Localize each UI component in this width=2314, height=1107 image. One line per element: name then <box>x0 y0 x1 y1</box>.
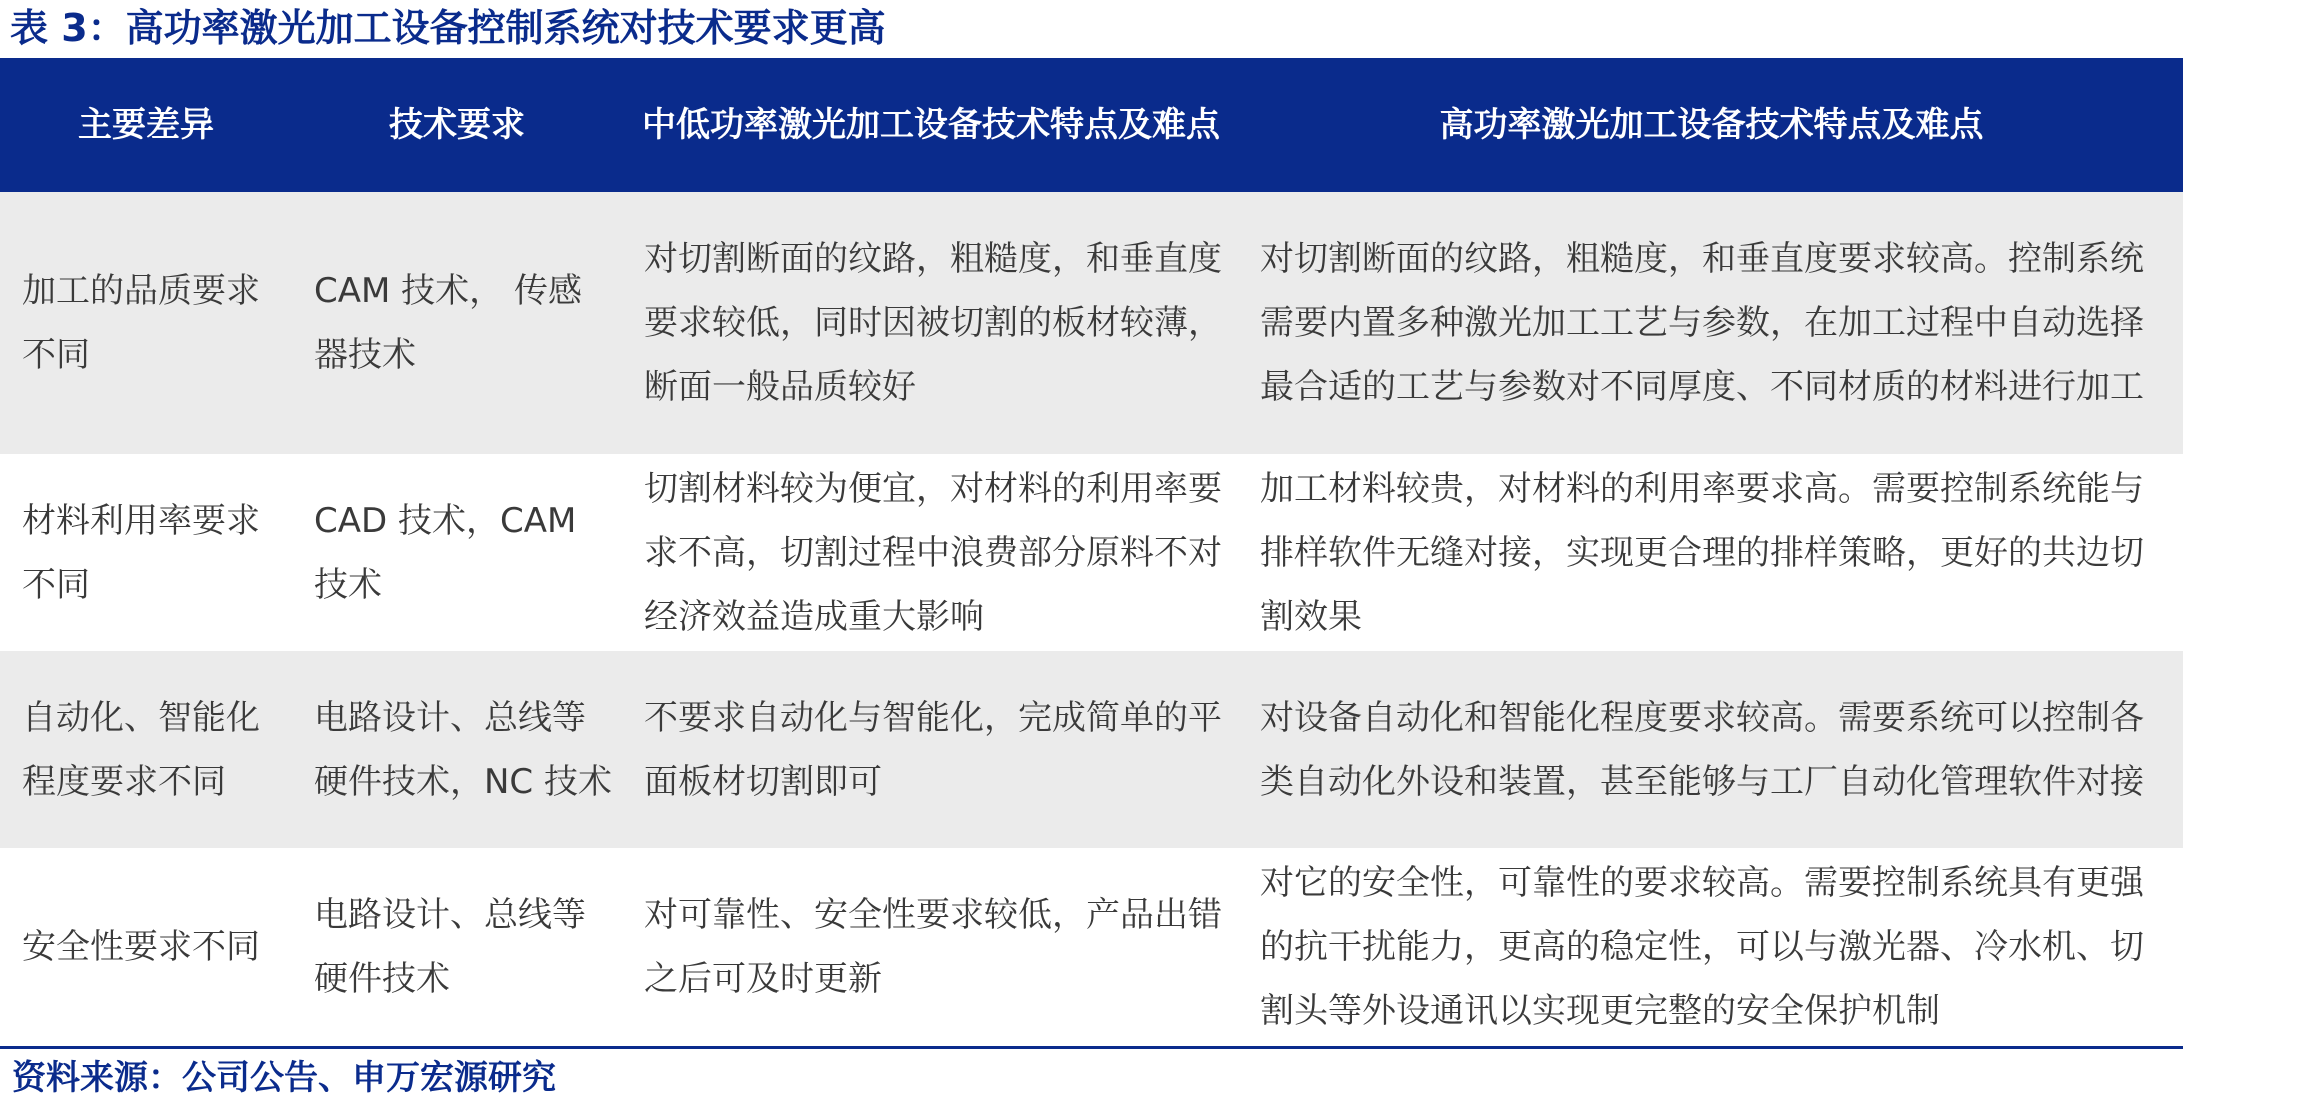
table-cell: 加工材料较贵，对材料的利用率要求高。需要控制系统能与排样软件无缝对接，实现更合理的排样策略，更好的共边切割效果 <box>1260 468 2144 637</box>
header-high-power-features: 高功率激光加工设备技术特点及难点 <box>1439 105 1984 145</box>
table-cell: 电路设计、总线等硬件技术，NC 技术 <box>314 697 612 802</box>
table-cell: 对可靠性、安全性要求较低，产品出错之后可及时更新 <box>644 895 1222 999</box>
table-cell: 对切割断面的纹路，粗糙度，和垂直度要求较高。控制系统需要内置多种激光加工工艺与参数，在加工过程中自动选择最合适的工艺与参数对不同厚度、不同材质的材料进行加工 <box>1260 239 2144 407</box>
header-low-power-features: 中低功率激光加工设备技术特点及难点 <box>642 105 1220 145</box>
header-tech-requirement: 技术要求 <box>389 105 525 145</box>
table-cell: 不要求自动化与智能化，完成简单的平面板材切割即可 <box>644 697 1222 802</box>
table-body <box>0 192 2183 1046</box>
table-cell: 自动化、智能化程度要求不同 <box>22 697 260 802</box>
header-row <box>0 58 2183 192</box>
source-note: 资料来源：公司公告、申万宏源研究 <box>12 1058 556 1098</box>
comparison-table <box>0 58 2183 1046</box>
table-row <box>0 454 2183 651</box>
table-cell: 对它的安全性，可靠性的要求较高。需要控制系统具有更强的抗干扰能力，更高的稳定性，可以与激光器、冷水机、切割头等外设通讯以实现更完整的安全保护机制 <box>1260 863 2144 1031</box>
table-cell: 安全性要求不同 <box>22 927 260 967</box>
table-cell: 材料利用率要求不同 <box>22 500 260 605</box>
table-cell: 对设备自动化和智能化程度要求较高。需要系统可以控制各类自动化外设和装置，甚至能够与工厂自动化管理软件对接 <box>1260 697 2144 802</box>
table-cell: 切割材料较为便宜，对材料的利用率要求不高，切割过程中浪费部分原料不对经济效益造成重大影响 <box>644 468 1222 637</box>
table-row <box>0 848 2183 1046</box>
table-title: 表 3：高功率激光加工设备控制系统对技术要求更高 <box>10 6 886 50</box>
bottom-divider <box>0 1046 2183 1049</box>
table-header <box>0 58 2183 192</box>
table-cell: 加工的品质要求不同 <box>22 271 260 375</box>
table-cell: 电路设计、总线等硬件技术 <box>314 895 586 999</box>
table-cell: 对切割断面的纹路，粗糙度，和垂直度要求较低，同时因被切割的板材较薄，断面一般品质较好 <box>644 239 1222 407</box>
table-row <box>0 651 2183 848</box>
table-cell: CAD 技术，CAM 技术 <box>314 500 577 605</box>
header-main-difference: 主要差异 <box>78 105 214 145</box>
table-cell: CAM 技术， 传感器技术 <box>314 271 582 375</box>
table-row <box>0 192 2183 454</box>
